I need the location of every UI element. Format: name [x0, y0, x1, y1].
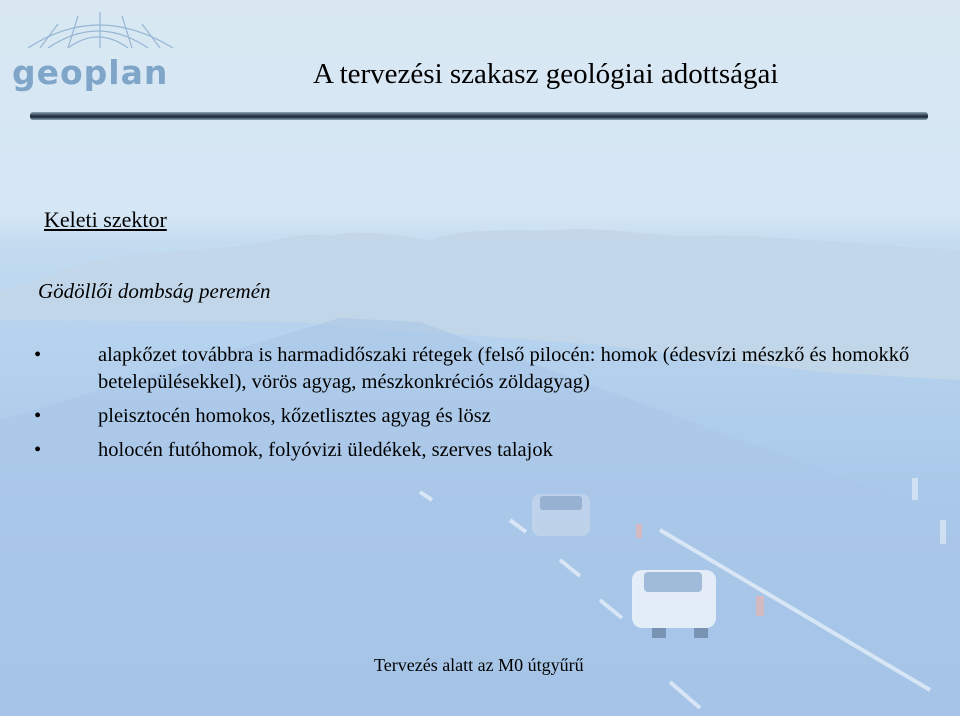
geoplan-logo: [8, 8, 193, 94]
traffic-cone: [636, 524, 642, 538]
bullet-icon: •: [34, 344, 42, 366]
list-item: [34, 403, 934, 430]
footer-caption: Tervezés alatt az M0 útgyűrű: [374, 655, 584, 675]
list-item: [34, 437, 934, 464]
list-item-text: alapkőzet továbbra is harmadidőszaki rétegek (felső pilocén: homok (édesvízi mészkő és homokkő betelepülésekkel), vörös agyag, mészkonkréciós zöldagyag): [98, 344, 910, 393]
roadside-post: [912, 478, 918, 500]
traffic-cone: [756, 596, 764, 616]
list-item-text: pleisztocén homokos, kőzetlisztes agyag és lösz: [98, 405, 491, 427]
car-near: [632, 570, 716, 638]
list-item-text: holocén futóhomok, folyóvizi üledékek, szerves talajok: [98, 439, 553, 461]
title-divider: [30, 112, 928, 120]
roadside-post: [940, 520, 946, 544]
bullet-icon: •: [34, 405, 42, 427]
bullet-icon: •: [34, 439, 42, 461]
list-item: [34, 342, 934, 396]
section-subheading: Gödöllői dombság peremén: [38, 279, 271, 303]
section-heading: Keleti szektor: [44, 207, 167, 232]
bullet-list: [34, 342, 934, 471]
car-far: [532, 494, 590, 536]
page-title: A tervezési szakasz geológiai adottságai: [313, 58, 779, 90]
logo-text: geoplan: [12, 53, 169, 92]
